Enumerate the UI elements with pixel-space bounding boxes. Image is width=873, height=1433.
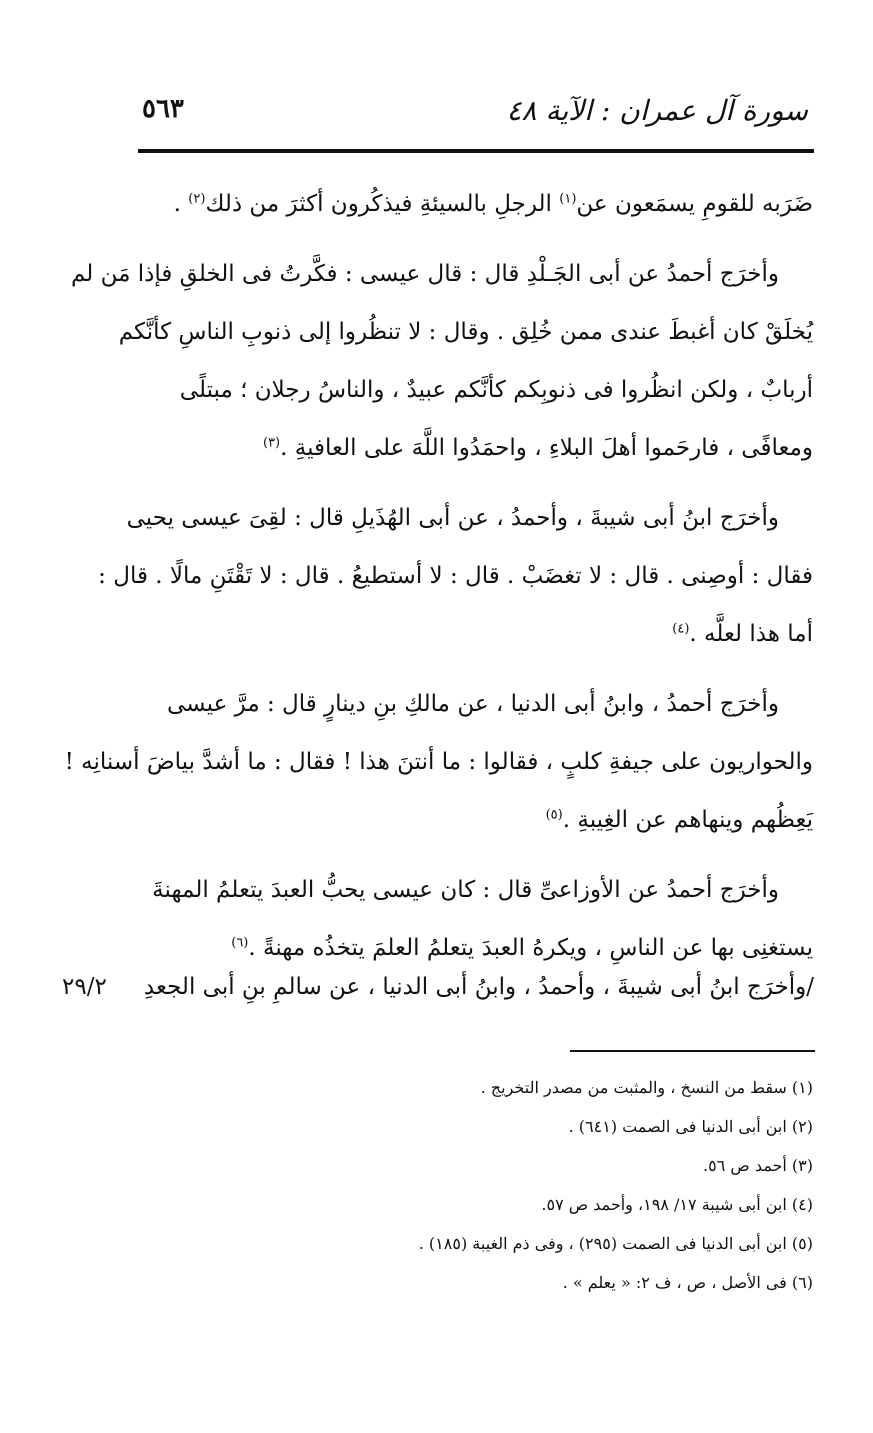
paragraph-5-line-2-text: يستغنِى بها عن الناسِ ، ويكرهُ العبدَ يتعلمُ العلمَ يتخذُه مهنةً . [248,935,813,961]
paragraph-4-line-3 [125,791,813,849]
paragraph-3-line-1: وأخرَج ابنُ أبى شيبةَ ، وأحمدُ ، عن أبى الهُذَيلِ قال : لقِىَ عيسى يحيى [126,505,779,531]
footnote-marker-4[interactable]: (٤) [672,621,690,637]
footnote-3: (٣) أحمد ص ٥٦. [703,1156,813,1175]
paragraph-2-line-4-text: ومعافًى ، فارحَموا أهلَ البلاءِ ، واحمَدُوا اللَّهَ على العافيةِ . [280,435,813,461]
footnote-2: (٢) ابن أبى الدنيا فى الصمت (٦٤١) . [568,1117,813,1136]
paragraph-4-line-3-text: يَعِظُهم وينهاهم عن الغِيبةِ . [562,807,813,833]
paragraph-2 [70,245,813,477]
page-number: ٥٦٣ [142,94,184,124]
footnote-marker-2[interactable]: (٢) [188,191,206,207]
paragraph-1-line-1: ضَرَبه للقومِ يسمَعون عن$^{(١)}$ الرجلِ بالسيئةِ فيذكُرون أكثرَ من ذلك$^{(٢)}$ . [173,191,813,217]
continuation-line-text: /وأخرَج ابنُ أبى شيبةَ ، وأحمدُ ، وابنُ أبى الدنيا ، عن سالمِ بنِ أبى الجعدِ [143,974,814,1000]
paragraph-2-line-4 [125,419,813,477]
paragraph-4 [64,675,813,849]
paragraph-3-line-3-text: أما هذا لعلَّه . [689,621,813,647]
paragraph-4-line-1: وأخرَج أحمدُ ، وابنُ أبى الدنيا ، عن مالكِ بنِ دينارٍ قال : مرَّ عيسى [166,691,779,717]
footnote-marker-1[interactable]: (١) [559,191,577,207]
paragraph-2-line-2: يُخلَقْ كان أغبطَ عندى ممن خُلِق . وقال : لا تنظُروا إلى ذنوبِ الناسِ كأنَّكم [118,319,813,345]
footnote-rule [570,1050,815,1052]
page-header [138,88,814,136]
footnote-4: (٤) ابن أبى شيبة ١٧/ ١٩٨، وأحمد ص ٥٧. [541,1195,813,1214]
paragraph-4-line-2: والحواريون على جيفةِ كلبٍ ، فقالوا : ما أنتنَ هذا ! فقال : ما أشدَّ بياضَ أسنانِه ! [64,749,813,775]
footnote-marker-6[interactable]: (٦) [231,935,249,951]
paragraph-3-line-2: فقال : أوصِنى . قال : لا تغضَبْ . قال : لا أستطيعُ . قال : لا تَقْتَنِ مالًا . قال : [98,563,813,589]
running-title: سورة آل عمران : الآية ٤٨ [506,94,808,127]
paragraph-2-line-1: وأخرَج أحمدُ عن أبى الجَـلْدِ قال : قال عيسى : فكَّرتُ فى الخلقِ فإذا مَن لم [70,261,779,287]
footnote-marker-5[interactable]: (٥) [545,807,563,823]
paragraph-3 [98,489,813,663]
margin-reference: ٢٩/٢ [62,974,107,1000]
footnote-5: (٥) ابن أبى الدنيا فى الصمت (٢٩٥) ، وفى ذم الغيبة (١٨٥) . [418,1234,813,1253]
header-rule [138,149,814,153]
paragraph-2-line-3: أربابٌ ، ولكن انظُروا فى ذنوبِكم كأنَّكم عبيدٌ ، والناسُ رجلان ؛ مبتلًى [179,377,813,403]
footnote-marker-3[interactable]: (٣) [262,435,281,451]
paragraph-1 [125,175,813,233]
paragraph-3-line-3 [125,605,813,663]
paragraph-5-line-1: وأخرَج أحمدُ عن الأوزاعىِّ قال : كان عيسى يحبُّ العبدَ يتعلمُ المهنةَ [152,877,779,903]
footnote-1: (١) سقط من النسخ ، والمثبت من مصدر التخريج . [480,1078,813,1097]
continuation-line [62,958,814,1016]
footnote-6: (٦) فى الأصل ، ص ، ف ٢: « يعلم » . [562,1273,813,1292]
footnotes [125,1068,813,1302]
